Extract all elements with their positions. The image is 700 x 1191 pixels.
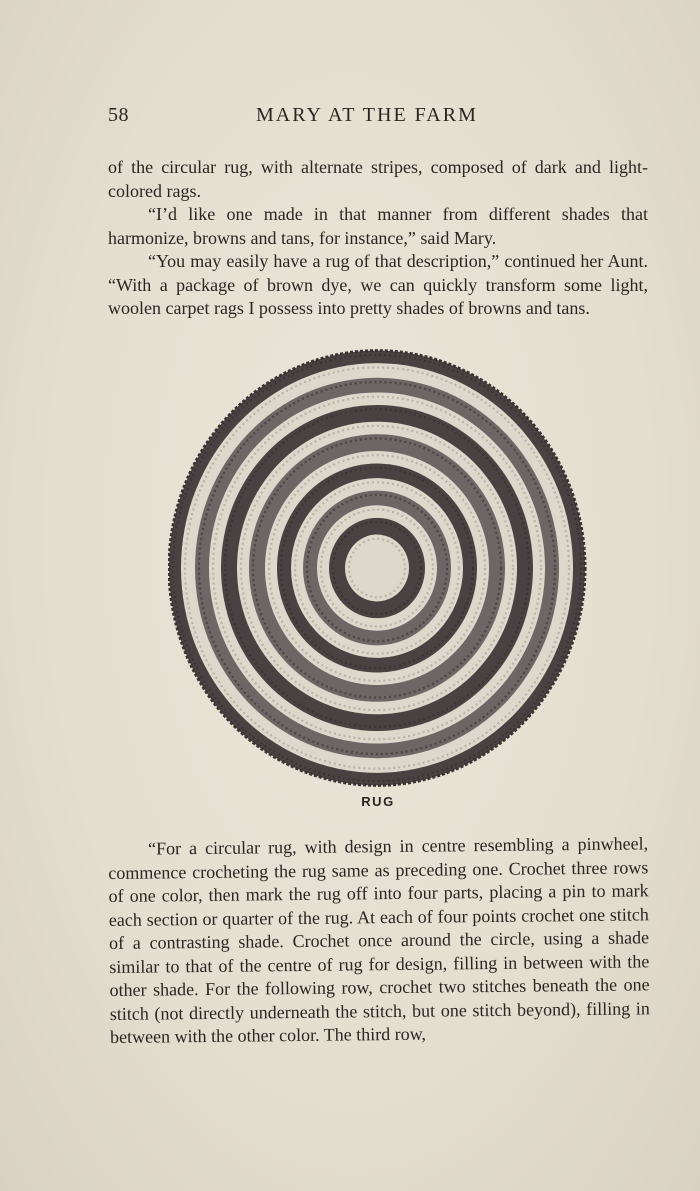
running-title: MARY AT THE FARM: [256, 104, 478, 126]
page-number: 58: [108, 104, 129, 126]
paragraph: “I’d like one made in that manner from different shades that harmonize, browns and tans, for instance,” said Mary.: [108, 204, 648, 248]
paragraph: of the circular rug, with alternate stripes, composed of dark and light-colored rags.: [108, 157, 648, 201]
text-block-top: [108, 156, 648, 321]
rug-image: [168, 340, 588, 800]
figure-caption: RUG: [361, 794, 395, 809]
page-header: [108, 104, 648, 132]
text-block-bottom: [108, 832, 650, 1049]
paragraph: “You may easily have a rug of that description,” continued her Aunt. “With a package of brown dye, we can quickly transform some light, woolen carpet rags I possess into pretty shades of browns and tans.: [108, 251, 648, 318]
rug-ring: [345, 535, 409, 602]
paragraph: “For a circular rug, with design in centre resembling a pinwheel, commence crocheting the rug same as preceding one. Crochet three rows of one color, then mark the rug off into four parts, placing a pin to mark each section or quarter of the rug. At each of four points crochet one stitch of a contrasting shade. Crochet once around the circle, using a shade similar to that of the centre of rug for design, filling in between with the other shade. For the following row, crochet two stitches beneath the one stitch (not directly underneath the stitch, but one stitch beyond), filling in between with the other color. The third row,: [108, 833, 650, 1047]
rug-illustration: [168, 340, 588, 800]
